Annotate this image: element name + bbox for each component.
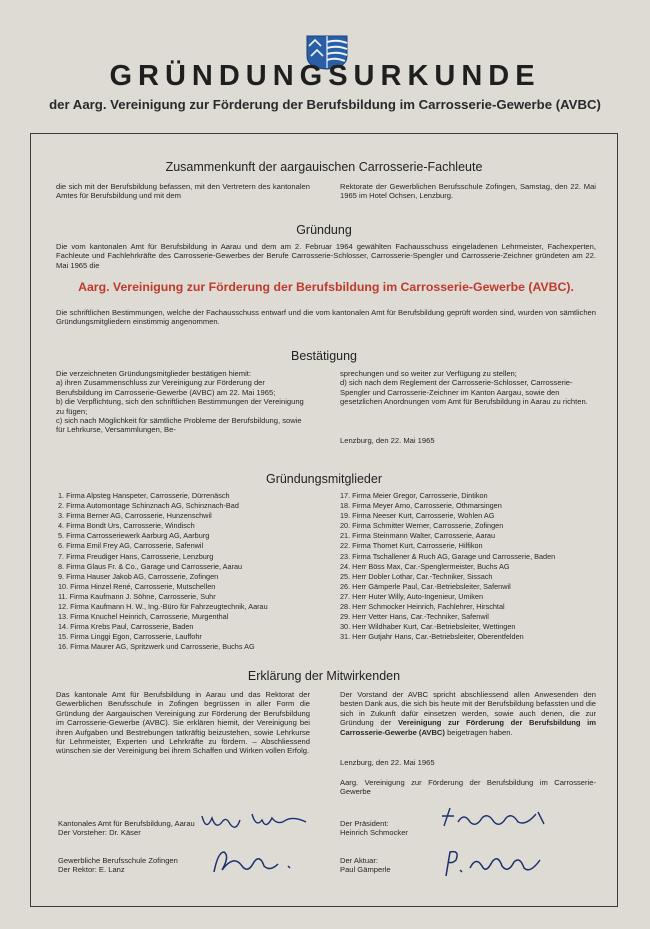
member-list-item: 29. Herr Vetter Hans, Car.-Techniker, Safenwil: [340, 612, 489, 622]
signature-kaeser-icon: [196, 808, 316, 836]
member-list-item: 7. Firma Freudiger Hans, Carrosserie, Lenzburg: [58, 551, 214, 561]
member-list-item: 11. Firma Kaufmann J. Söhne, Carrosserie, Suhr: [58, 591, 216, 601]
member-list-item: 5. Firma Carrosseriewerk Aarburg AG, Aarburg: [58, 531, 210, 541]
confirmation-text-left: Die verzeichneten Gründungsmitglieder bestätigen hiemit: a) ihren Zusammenschluss zur Vereinigung zur Förderung der Berufsbildung im Carrosserie-Gewerbe (AVBC) am 22. Mai 1965; b) die Verpflichtung, sich den schriftlichen Bestimmungen der Vereinigung zu fügen; c) sich nach Möglichkeit für sämtliche Probleme der Berufsbildung, sowie für Lehrkurse, Versammlungen, Be-: [56, 369, 304, 435]
confirmation-heading: Bestätigung: [290, 349, 358, 363]
signature-president-line1: Der Präsident:: [340, 819, 389, 828]
member-list-item: 25. Herr Dobler Lothar, Car.-Techniker, Sissach: [340, 571, 493, 581]
member-list-item: 2. Firma Automontage Schinznach AG, Schinznach-Bad: [58, 501, 239, 511]
meeting-text-left: die sich mit der Berufsbildung befassen, mit den Vertretern des kantonalen Amtes für Berufsbildung und mit dem: [56, 182, 310, 201]
founding-heading: Gründung: [296, 223, 352, 237]
signature-block-school: [58, 856, 178, 875]
members-list-left: [58, 491, 328, 653]
member-list-item: 31. Herr Gutjahr Hans, Car.-Betriebsleiter, Oberentfelden: [340, 632, 524, 642]
member-list-item: 10. Firma Hinzel René, Carrosserie, Mutschellen: [58, 581, 216, 591]
signature-school-line1: Gewerbliche Berufsschule Zofingen: [58, 856, 178, 865]
signature-schmocker-icon: [440, 804, 550, 834]
signature-office-line1: Kantonales Amt für Berufsbildung, Aarau: [58, 819, 195, 828]
member-list-item: 18. Firma Meyer Arno, Carrosserie, Othmarsingen: [340, 501, 502, 511]
signature-president-line2: Heinrich Schmocker: [340, 828, 408, 838]
member-list-item: 22. Firma Thomet Kurt, Carrosserie, Hilfikon: [340, 541, 483, 551]
declaration-right-bold: Vereinigung zur Förderung der Berufsbildung im Carrosserie-Gewerbe (AVBC): [340, 718, 596, 737]
member-list-item: 26. Herr Gämperle Paul, Car.-Betriebsleiter, Safenwil: [340, 581, 511, 591]
member-list-item: 24. Herr Böss Max, Car.-Spenglermeister, Buchs AG: [340, 561, 510, 571]
document-subtitle: der Aarg. Vereinigung zur Förderung der Berufsbildung im Carrosserie-Gewerbe (AVBC): [49, 97, 601, 112]
member-list-item: 21. Firma Steinmann Walter, Carrosserie, Aarau: [340, 531, 496, 541]
signature-lanz-icon: [208, 846, 298, 880]
signature-block-office: [58, 819, 195, 838]
declaration-heading: Erklärung der Mitwirkenden: [247, 669, 401, 683]
signature-block-secretary: [340, 856, 391, 875]
member-list-item: 6. Firma Emil Frey AG, Carrosserie, Safenwil: [58, 541, 204, 551]
member-list-item: 15. Firma Linggi Egon, Carrosserie, Lauffohr: [58, 632, 202, 642]
members-heading: Gründungsmitglieder: [265, 472, 383, 486]
declaration-right-pre: Der Vorstand der AVBC spricht abschliessend allen Anwesenden den besten Dank aus, die sich bis heute mit der Berufsbildung befassten und die sich in Zukunft dafür einsetzen werden, sowie auch denen, die zur Gründung der: [340, 690, 596, 728]
member-list-item: 17. Firma Meier Gregor, Carrosserie, Dintikon: [340, 491, 488, 500]
member-list-item: 20. Firma Schmitter Werner, Carrosserie, Zofingen: [340, 521, 504, 531]
declaration-text-right: [340, 690, 596, 737]
founding-text: Die vom kantonalen Amt für Berufsbildung in Aarau und dem am 2. Februar 1964 gewählten Fachausschuss eingeladenen Lehrmeister, Fachexperten, Fachleute und Fachlehrkräfte des Carrosserie-Gewerbes der Berufe Carrosserie-Schlosser, Carrosserie-Spengler und Carrosserie-Zeichner gründeten am 22. Mai 1965 die: [56, 242, 596, 270]
member-list-item: 3. Firma Berner AG, Carrosserie, Hunzenschwil: [58, 511, 212, 521]
signature-gaemperle-icon: [440, 846, 550, 880]
member-list-item: 27. Herr Huter Willy, Auto-Ingenieur, Umiken: [340, 591, 484, 601]
signature-block-president: [340, 819, 408, 838]
signature-secretary-line2: Paul Gämperle: [340, 865, 391, 875]
member-list-item: 14. Firma Krebs Paul, Carrosserie, Baden: [58, 622, 194, 632]
member-list-item: 28. Herr Schmocker Heinrich, Fachlehrer, Hirschtal: [340, 602, 505, 612]
member-list-item: 8. Firma Glaus Fr. & Co., Garage und Carrosserie, Aarau: [58, 561, 243, 571]
signature-office-line2: Der Vorsteher: Dr. Käser: [58, 828, 141, 838]
declaration-org: Aarg. Vereinigung zur Förderung der Berufsbildung im Carrosserie-Gewerbe: [340, 778, 596, 797]
member-list-item: 9. Firma Hauser Jakob AG, Carrosserie, Zofingen: [58, 571, 219, 581]
signature-secretary-line1: Der Aktuar:: [340, 856, 378, 865]
founding-after-text: Die schriftlichen Bestimmungen, welche der Fachausschuss entwarf und die vom kantonalen Amt für Berufsbildung geprüft worden sind, wurden von sämtlichen Gründungsmitgliedern einstimmig angenommen.: [56, 308, 596, 327]
declaration-place-date: Lenzburg, den 22. Mai 1965: [340, 758, 435, 767]
association-name: Aarg. Vereinigung zur Förderung der Berufsbildung im Carrosserie-Gewerbe (AVBC).: [78, 280, 574, 294]
member-list-item: 19. Firma Neeser Kurt, Carrosserie, Wohlen AG: [340, 511, 495, 521]
signature-school-line2: Der Rektor: E. Lanz: [58, 865, 125, 875]
member-list-item: 4. Firma Bondt Urs, Carrosserie, Windisch: [58, 521, 195, 531]
confirmation-place-date: Lenzburg, den 22. Mai 1965: [340, 436, 435, 445]
meeting-heading: Zusammenkunft der aargauischen Carrosserie-Fachleute: [165, 160, 483, 174]
member-list-item: 13. Firma Knuchel Heinrich, Carrosserie, Murgenthal: [58, 612, 229, 622]
member-list-item: 16. Firma Maurer AG, Spritzwerk und Carrosserie, Buchs AG: [58, 642, 255, 652]
declaration-text-left: Das kantonale Amt für Berufsbildung in Aarau und das Rektorat der Gewerblichen Berufsschule in Zofingen begrüssen in aller Form die Gründung der Aargauischen Vereinigung zur Förderung der Berufsbildung im Carrosserie-Gewerbe (AVBC). Sie erklären hiemit, der Vereinigung bei ihren Aufgaben und Bestrebungen tatkräftig beizustehen, sowie Lehrkurse für Lehrmeister, Experten und Lehrkräfte zu fördern. – Abschliessend wünschen sie der Vereinigung bei ihrem Schaffen und Wirken vollen Erfolg.: [56, 690, 310, 756]
members-list-right: [340, 491, 610, 642]
member-list-item: 30. Herr Wildhaber Kurt, Car.-Betriebsleiter, Wettingen: [340, 622, 516, 632]
meeting-text-right: Rektorate der Gewerblichen Berufsschule Zofingen, Samstag, den 22. Mai 1965 im Hotel Ochsen, Lenzburg.: [340, 182, 596, 201]
document-title: GRÜNDUNGSURKUNDE: [109, 60, 541, 92]
member-list-item: 1. Firma Alpsteg Hanspeter, Carrosserie, Dürrenäsch: [58, 491, 230, 500]
member-list-item: 12. Firma Kaufmann H. W., Ing.-Büro für Fahrzeugtechnik, Aarau: [58, 602, 268, 612]
declaration-right-post: beigetragen haben.: [447, 727, 513, 737]
confirmation-text-right: sprechungen und so weiter zur Verfügung zu stellen; d) sich nach dem Reglement der Carrosserie-Schlosser, Carrosserie-Spengler und Carrosserie-Zeichner im Kanton Aargau, sowie den gesetzlichen Anordnungen vom Amt für Berufsbildung in Aarau zu richten.: [340, 369, 588, 407]
member-list-item: 23. Firma Tschallener & Ruch AG, Garage und Carrosserie, Baden: [340, 551, 556, 561]
